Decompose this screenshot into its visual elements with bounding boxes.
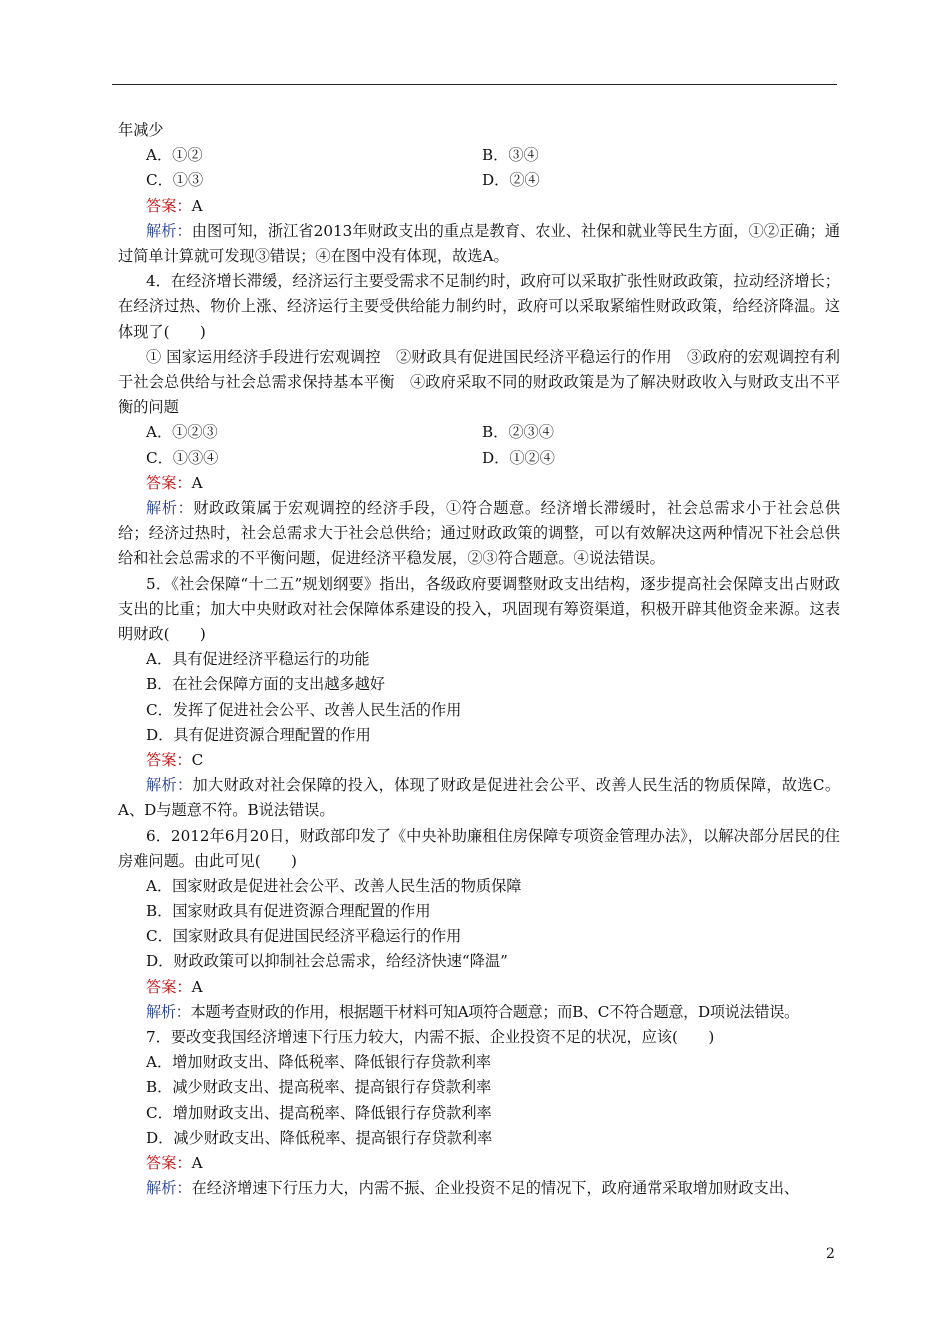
- header-rule: [112, 84, 837, 85]
- explanation-label: 解析：: [146, 1002, 191, 1021]
- explanation-label: 解析：: [146, 498, 194, 517]
- q5-explanation: [118, 773, 840, 823]
- q4-stem: 4．在经济增长滞缓，经济运行主要受需求不足制约时，政府可以采取扩张性财政政策，拉动经济增长；在经济过热、物价上涨、经济运行主要受供给能力制约时，政府可以采取紧缩性财政政策，给经济降温。这体现了( ): [118, 272, 840, 341]
- explanation-label: 解析：: [146, 221, 192, 240]
- q5-stem: 5．《社会保障“十二五”规划纲要》指出，各级政府要调整财政支出结构，逐步提高社会保障支出占财政支出的比重；加大中央财政对社会保障体系建设的投入，巩固现有筹资渠道，积极开辟其他资金来源。这表明财政( ): [118, 574, 840, 643]
- q5-option-a: A．具有促进经济平稳运行的功能: [146, 650, 370, 669]
- q7-explanation: [118, 1176, 840, 1201]
- explanation-text: 在经济增速下行压力大，内需不振、企业投资不足的情况下，政府通常采取增加财政支出、: [191, 1179, 800, 1198]
- q6-option-d: D．财政政策可以抑制社会总需求，给经济快速“降温”: [146, 952, 508, 971]
- q7-answer: [118, 1151, 840, 1176]
- document-body: [118, 118, 840, 1201]
- q5-option-b: B．在社会保障方面的支出越多越好: [146, 675, 385, 694]
- answer-label: 答案：: [146, 977, 192, 996]
- q7-option-a: A．增加财政支出、降低税率、降低银行存贷款利率: [146, 1053, 492, 1072]
- q4-options-row-2: [118, 446, 840, 471]
- q5-answer: [118, 748, 840, 773]
- answer-label: 答案：: [146, 196, 192, 215]
- q7-stem: 7．要改变我国经济增速下行压力较大，内需不振、企业投资不足的状况，应该( ): [146, 1028, 715, 1047]
- q4-option-c: C．①③④: [146, 448, 219, 467]
- explanation-text: 由图可知，浙江省2013年财政支出的重点是教育、农业、社保和就业等民生方面，①②正确；通过简单计算就可发现③错误；④在图中没有体现，故选A。: [118, 221, 841, 265]
- answer-value: A: [191, 473, 203, 492]
- q6-stem: 6．2012年6月20日，财政部印发了《中央补助廉租住房保障专项资金管理办法》，以解决部分居民的住房难问题。由此可见( ): [118, 826, 840, 870]
- q6-option-b: B．国家财政具有促进资源合理配置的作用: [146, 902, 431, 921]
- q4-explanation: [118, 496, 840, 572]
- explanation-text: 财政政策属于宏观调控的经济手段，①符合题意。经济增长滞缓时，社会总需求小于社会总供给；经济过热时，社会总需求大于社会总供给；通过财政政策的调整，可以有效解决这两种情况下社会总供给和社会总需求的不平衡问题，促进经济平稳发展，②③符合题意。④说法错误。: [118, 498, 841, 568]
- q3-explanation: [118, 219, 840, 269]
- explanation-text: 本题考查财政的作用，根据题干材料可知A项符合题意；而B、C不符合题意，D项说法错误。: [190, 1002, 799, 1021]
- q5-option-d: D．具有促进资源合理配置的作用: [146, 725, 371, 744]
- answer-value: A: [191, 977, 203, 996]
- q3-option-a: A．①②: [146, 146, 203, 165]
- q4-option-b: B．②③④: [482, 423, 554, 442]
- answer-label: 答案：: [146, 1154, 192, 1172]
- q4-answer: [118, 471, 840, 496]
- continuation-text: 年减少: [118, 121, 164, 139]
- q4-statements: ① 国家运用经济手段进行宏观调控 ②财政具有促进国民经济平稳运行的作用 ③政府的宏观调控有利于社会总供给与社会总需求保持基本平衡 ④政府采取不同的财政政策是为了解决财政收入与财政支出不平衡的问题: [118, 347, 840, 417]
- answer-value: A: [191, 1154, 203, 1172]
- q4-options-row-1: [118, 420, 840, 445]
- q5-option-c: C．发挥了促进社会公平、改善人民生活的作用: [146, 700, 462, 719]
- explanation-text: 加大财政对社会保障的投入，体现了财政是促进社会公平、改善人民生活的物质保障，故选C。A、D与题意不符。B说法错误。: [118, 776, 841, 820]
- q7-option-d: D．减少财政支出、降低税率、提高银行存贷款利率: [146, 1128, 493, 1147]
- q6-explanation: [118, 1000, 840, 1025]
- answer-value: A: [191, 196, 203, 215]
- q6-option-a: A．国家财政是促进社会公平、改善人民生活的物质保障: [146, 876, 522, 895]
- answer-label: 答案：: [146, 750, 192, 769]
- q7-option-c: C．增加财政支出、提高税率、降低银行存贷款利率: [146, 1103, 492, 1122]
- q3-options-row-2: [118, 168, 840, 193]
- q7-option-b: B．减少财政支出、提高税率、提高银行存贷款利率: [146, 1078, 492, 1097]
- q6-answer: [118, 975, 840, 1000]
- explanation-label: 解析：: [146, 1179, 192, 1198]
- q3-answer: [118, 194, 840, 219]
- explanation-label: 解析：: [146, 776, 193, 795]
- q6-option-c: C．国家财政具有促进国民经济平稳运行的作用: [146, 927, 462, 946]
- q4-option-d: D．①②④: [482, 448, 555, 467]
- q3-options-row-1: [118, 143, 840, 168]
- page-number: 2: [826, 1246, 835, 1262]
- answer-value: C: [191, 750, 204, 769]
- q4-option-a: A．①②③: [146, 423, 218, 442]
- answer-label: 答案：: [146, 473, 192, 492]
- q3-option-c: C．①③: [146, 171, 204, 190]
- q3-option-d: D．②④: [482, 171, 540, 190]
- q3-option-b: B．③④: [482, 146, 539, 165]
